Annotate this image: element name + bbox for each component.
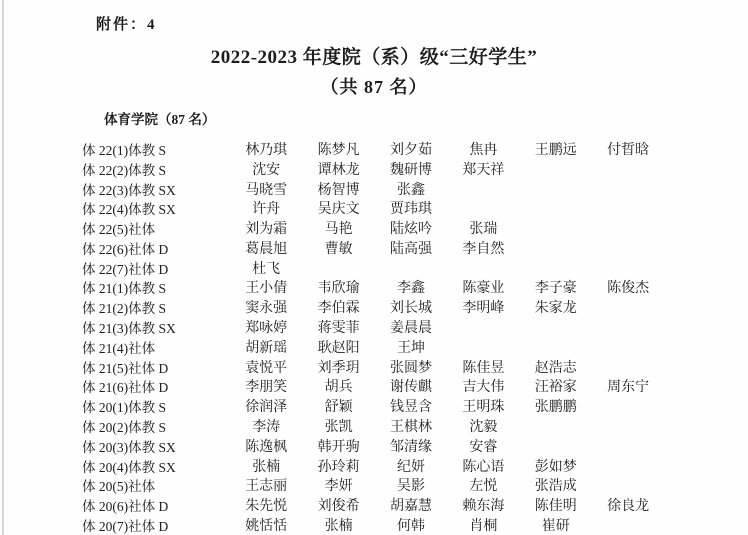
student-name: 曹敏 — [324, 241, 353, 257]
student-name: 陈逸枫 — [245, 439, 288, 455]
table-row — [0, 515, 748, 535]
class-label: 体 22(1)体教 S — [82, 142, 166, 158]
student-name: 李伯霖 — [317, 301, 360, 317]
student-name: 张楠 — [252, 459, 281, 475]
student-name: 舒颖 — [324, 400, 353, 416]
student-name: 李涛 — [252, 420, 281, 436]
student-name: 王小倩 — [245, 281, 288, 297]
student-name: 郑天祥 — [462, 162, 505, 178]
student-name: 许舟 — [252, 202, 281, 218]
student-name: 徐良龙 — [607, 499, 650, 515]
student-name: 葛晨旭 — [245, 241, 288, 257]
student-name: 谢传麒 — [389, 380, 432, 396]
student-name: 韦欣瑜 — [317, 281, 360, 297]
student-name: 何韩 — [396, 519, 425, 535]
class-label: 体 20(3)体教 SX — [82, 439, 176, 455]
student-name: 张浩成 — [534, 479, 577, 495]
student-name: 徐润泽 — [245, 400, 288, 416]
student-name: 左悦 — [469, 479, 498, 495]
student-name: 王坤 — [396, 340, 425, 356]
class-label: 体 22(3)体教 SX — [82, 182, 176, 198]
student-name: 杨智博 — [317, 182, 360, 198]
table-row — [0, 436, 748, 456]
student-name: 林乃琪 — [245, 142, 288, 158]
class-label: 体 21(3)体教 SX — [82, 321, 176, 337]
table-row — [0, 238, 748, 258]
student-name: 刘夕茹 — [389, 142, 432, 158]
student-name: 付晢晗 — [607, 142, 650, 158]
student-name: 焦冉 — [469, 142, 498, 158]
student-name: 杜飞 — [252, 261, 281, 277]
student-name: 李自然 — [462, 241, 505, 257]
student-name: 陈梦凡 — [317, 142, 360, 158]
student-name: 朱先悦 — [245, 499, 288, 515]
student-name: 陈俊杰 — [607, 281, 650, 297]
table-row — [0, 198, 748, 218]
class-label: 体 22(7)社体 D — [82, 261, 169, 277]
class-label: 体 22(6)社体 D — [82, 241, 169, 257]
student-name: 马艳 — [324, 222, 353, 238]
class-label: 体 20(4)体教 SX — [82, 459, 176, 475]
student-name: 张鑫 — [396, 182, 425, 198]
student-name: 周东宁 — [607, 380, 650, 396]
table-row — [0, 495, 748, 515]
student-name: 蒋雯菲 — [317, 321, 360, 337]
student-name: 郑咏婷 — [245, 321, 288, 337]
student-name: 马晓雪 — [245, 182, 288, 198]
student-name: 王志丽 — [245, 479, 288, 495]
student-name: 李子豪 — [534, 281, 577, 297]
student-name: 吴庆文 — [317, 202, 360, 218]
student-name: 刘季玥 — [317, 360, 360, 376]
table-row — [0, 357, 748, 377]
student-name: 魏研博 — [389, 162, 432, 178]
student-table — [0, 139, 748, 535]
student-name: 胡新瑶 — [245, 340, 288, 356]
student-name: 刘长城 — [389, 301, 432, 317]
student-name: 沈安 — [252, 162, 281, 178]
table-row — [0, 139, 748, 159]
student-name: 朱家龙 — [534, 301, 577, 317]
class-label: 体 20(6)社体 D — [82, 499, 169, 515]
student-name: 刘俊希 — [317, 499, 360, 515]
class-label: 体 22(2)体教 S — [82, 162, 166, 178]
student-name: 崔研 — [541, 519, 570, 535]
student-name: 王明珠 — [462, 400, 505, 416]
table-row — [0, 317, 748, 337]
class-label: 体 20(7)社体 D — [82, 519, 169, 535]
student-name: 邹清缘 — [389, 439, 432, 455]
student-name: 陆炫吟 — [389, 222, 432, 238]
student-name: 彭如梦 — [534, 459, 577, 475]
class-label: 体 22(4)体教 SX — [82, 202, 176, 218]
document-title: 2022-2023 年度院（系）级“三好学生” — [210, 47, 538, 68]
student-name: 姚恬恬 — [245, 519, 288, 535]
student-name: 李妍 — [324, 479, 353, 495]
class-label: 体 21(5)社体 D — [82, 360, 169, 376]
student-name: 钱昱含 — [389, 400, 432, 416]
student-name: 刘为霜 — [245, 222, 288, 238]
class-label: 体 21(6)社体 D — [82, 380, 169, 396]
attachment-label: 附件：4 — [96, 17, 157, 33]
student-name: 吉大伟 — [462, 380, 505, 396]
student-name: 肖桐 — [469, 519, 498, 535]
table-row — [0, 337, 748, 357]
student-name: 张凯 — [324, 420, 353, 436]
table-row — [0, 416, 748, 436]
student-name: 谭林龙 — [317, 162, 360, 178]
student-name: 张楠 — [324, 519, 353, 535]
table-row — [0, 456, 748, 476]
student-name: 王鹏远 — [534, 142, 577, 158]
class-label: 体 21(2)体教 S — [82, 301, 166, 317]
table-row — [0, 377, 748, 397]
table-row — [0, 476, 748, 496]
student-name: 姜晨晨 — [389, 321, 432, 337]
student-name: 汪裕家 — [534, 380, 577, 396]
student-name: 李鑫 — [396, 281, 425, 297]
student-name: 张瑞 — [469, 222, 498, 238]
table-row — [0, 179, 748, 199]
student-name: 纪妍 — [396, 459, 425, 475]
student-name: 赵浩志 — [534, 360, 577, 376]
student-name: 韩开驹 — [317, 439, 360, 455]
class-label: 体 20(1)体教 S — [82, 400, 166, 416]
student-name: 赖东海 — [462, 499, 505, 515]
table-row — [0, 278, 748, 298]
student-name: 张鹏鹏 — [534, 400, 577, 416]
class-label: 体 21(1)体教 S — [82, 281, 166, 297]
student-name: 陈豪业 — [462, 281, 505, 297]
class-label: 体 22(5)社体 — [82, 222, 156, 238]
student-name: 安睿 — [469, 439, 498, 455]
student-name: 李朋笑 — [245, 380, 288, 396]
student-name: 陆高强 — [389, 241, 432, 257]
student-name: 胡嘉慧 — [389, 499, 432, 515]
student-name: 陈心语 — [462, 459, 505, 475]
student-name: 窦永强 — [245, 301, 288, 317]
student-name: 贾玮琪 — [389, 202, 432, 218]
class-label: 体 20(5)社体 — [82, 479, 156, 495]
class-label: 体 21(4)社体 — [82, 340, 156, 356]
table-row — [0, 297, 748, 317]
table-row — [0, 218, 748, 238]
student-name: 耿赵阳 — [317, 340, 360, 356]
table-row — [0, 396, 748, 416]
document-subtitle: （共 87 名） — [320, 77, 428, 97]
class-label: 体 20(2)体教 S — [82, 420, 166, 436]
student-name: 陈佳昱 — [462, 360, 505, 376]
student-name: 吴影 — [396, 479, 425, 495]
student-name: 袁悦平 — [245, 360, 288, 376]
student-name: 张圆梦 — [389, 360, 432, 376]
student-name: 陈佳明 — [534, 499, 577, 515]
student-name: 王棋林 — [389, 420, 432, 436]
section-header: 体育学院（87 名） — [104, 112, 216, 127]
table-row — [0, 159, 748, 179]
table-row — [0, 258, 748, 278]
student-name: 孙玲莉 — [317, 459, 360, 475]
student-name: 胡兵 — [324, 380, 353, 396]
student-name: 沈毅 — [469, 420, 498, 436]
student-name: 李明峰 — [462, 301, 505, 317]
